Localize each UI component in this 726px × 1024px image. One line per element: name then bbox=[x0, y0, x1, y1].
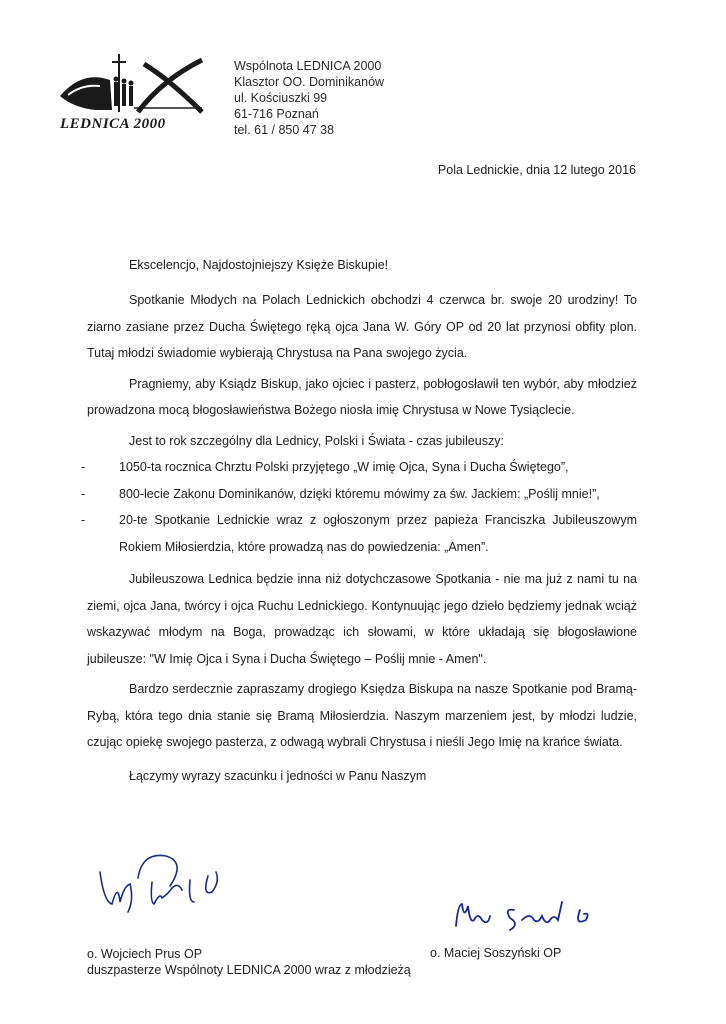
fish-gate-cross-logo-icon bbox=[52, 50, 212, 116]
sender-address bbox=[234, 58, 384, 138]
letter-date: Pola Lednickie, dnia 12 lutego 2016 bbox=[437, 163, 636, 177]
list-dash: - bbox=[81, 486, 86, 501]
address-line: 61-716 Poznań bbox=[234, 107, 319, 121]
list-item bbox=[81, 454, 637, 481]
signature-right bbox=[450, 890, 620, 945]
list-item bbox=[81, 481, 637, 508]
logo-text: LEDNICA 2000 bbox=[60, 116, 166, 132]
letter-body bbox=[81, 255, 637, 786]
jubilee-list bbox=[81, 454, 637, 560]
salutation: Ekscelencjo, Najdostojniejszy Księże Biskupie! bbox=[129, 258, 389, 272]
list-item-text: 800-lecie Zakonu Dominikanów, dzięki któremu mówimy za św. Jackiem: „Poślij mnie!”, bbox=[119, 486, 600, 501]
handwritten-signature-icon bbox=[450, 890, 620, 940]
list-item-text: 1050-ta rocznica Chrztu Polski przyjętego „W imię Ojca, Syna i Ducha Świętego”, bbox=[119, 460, 569, 474]
signatory-left bbox=[87, 946, 411, 978]
paragraph: Bardzo serdecznie zapraszamy drogiego Księdza Biskupa na nasze Spotkanie pod Bramą-Rybą, która tego dnia stanie się Bramą Miłosierdzia. Naszym marzeniem jest, by młodzi ludzie, czując opiekę swojego pasterza, z odwagą wybrali Chrystusa i nieśli Jego Imię na krańce świata. bbox=[87, 682, 637, 749]
signatory-name: o. Wojciech Prus OP bbox=[87, 947, 203, 961]
lednica-logo bbox=[52, 50, 212, 140]
signatory-right bbox=[430, 946, 561, 960]
address-line: ul. Kościuszki 99 bbox=[234, 91, 328, 105]
signature-left bbox=[90, 842, 250, 937]
address-line: Wspólnota LEDNICA 2000 bbox=[234, 59, 382, 73]
handwritten-signature-icon bbox=[90, 842, 250, 932]
signatory-name: o. Maciej Soszyński OP bbox=[430, 946, 562, 960]
list-item bbox=[81, 507, 637, 560]
signatory-role: duszpasterze Wspólnoty LEDNICA 2000 wraz z młodzieżą bbox=[87, 963, 411, 977]
list-item-text: 20-te Spotkanie Lednickie wraz z ogłoszonym przez papieża Franciszka Jubileuszowym Rokiem Miłosierdzia, które prowadzą nas do powiedzenia: „Amen”. bbox=[119, 513, 637, 554]
address-line: tel. 61 / 850 47 38 bbox=[234, 123, 335, 137]
closing-line: Łączymy wyrazy szacunku i jedności w Panu Naszym bbox=[129, 768, 427, 783]
paragraph: Pragniemy, aby Ksiądz Biskup, jako ojciec i pasterz, pobłogosławił ten wybór, aby młodzież prowadzona mocą błogosławieństwa Bożego niosła imię Chrystusa w Nowe Tysiąclecie. bbox=[87, 376, 637, 417]
list-dash: - bbox=[81, 513, 86, 527]
paragraph: Spotkanie Młodych na Polach Lednickich obchodzi 4 czerwca br. swoje 20 urodziny! To ziarno zasiane przez Ducha Świętego ręką ojca Jana W. Góry OP od 20 lat przynosi obfity plon. Tutaj młodzi świadomie wybierają Chrystusa na Pana swojego życia. bbox=[87, 293, 637, 360]
paragraph: Jest to rok szczególny dla Lednicy, Polski i Świata - czas jubileuszy: bbox=[129, 433, 504, 448]
list-dash: - bbox=[81, 460, 86, 474]
paragraph: Jubileuszowa Lednica będzie inna niż dotychczasowe Spotkania - nie ma już z nami tu na ziemi, ojca Jana, twórcy i ojca Ruchu Lednickiego. Kontynuując jego dzieło będziemy jednak wciąż wskazywać młodym na Boga, prowadząc ich słowami, w które układają się błogosławione jubileusze: "W Imię Ojca i Syna i Ducha Świętego – Poślij mnie - Amen". bbox=[87, 572, 637, 666]
address-line: Klasztor OO. Dominikanów bbox=[234, 75, 385, 89]
